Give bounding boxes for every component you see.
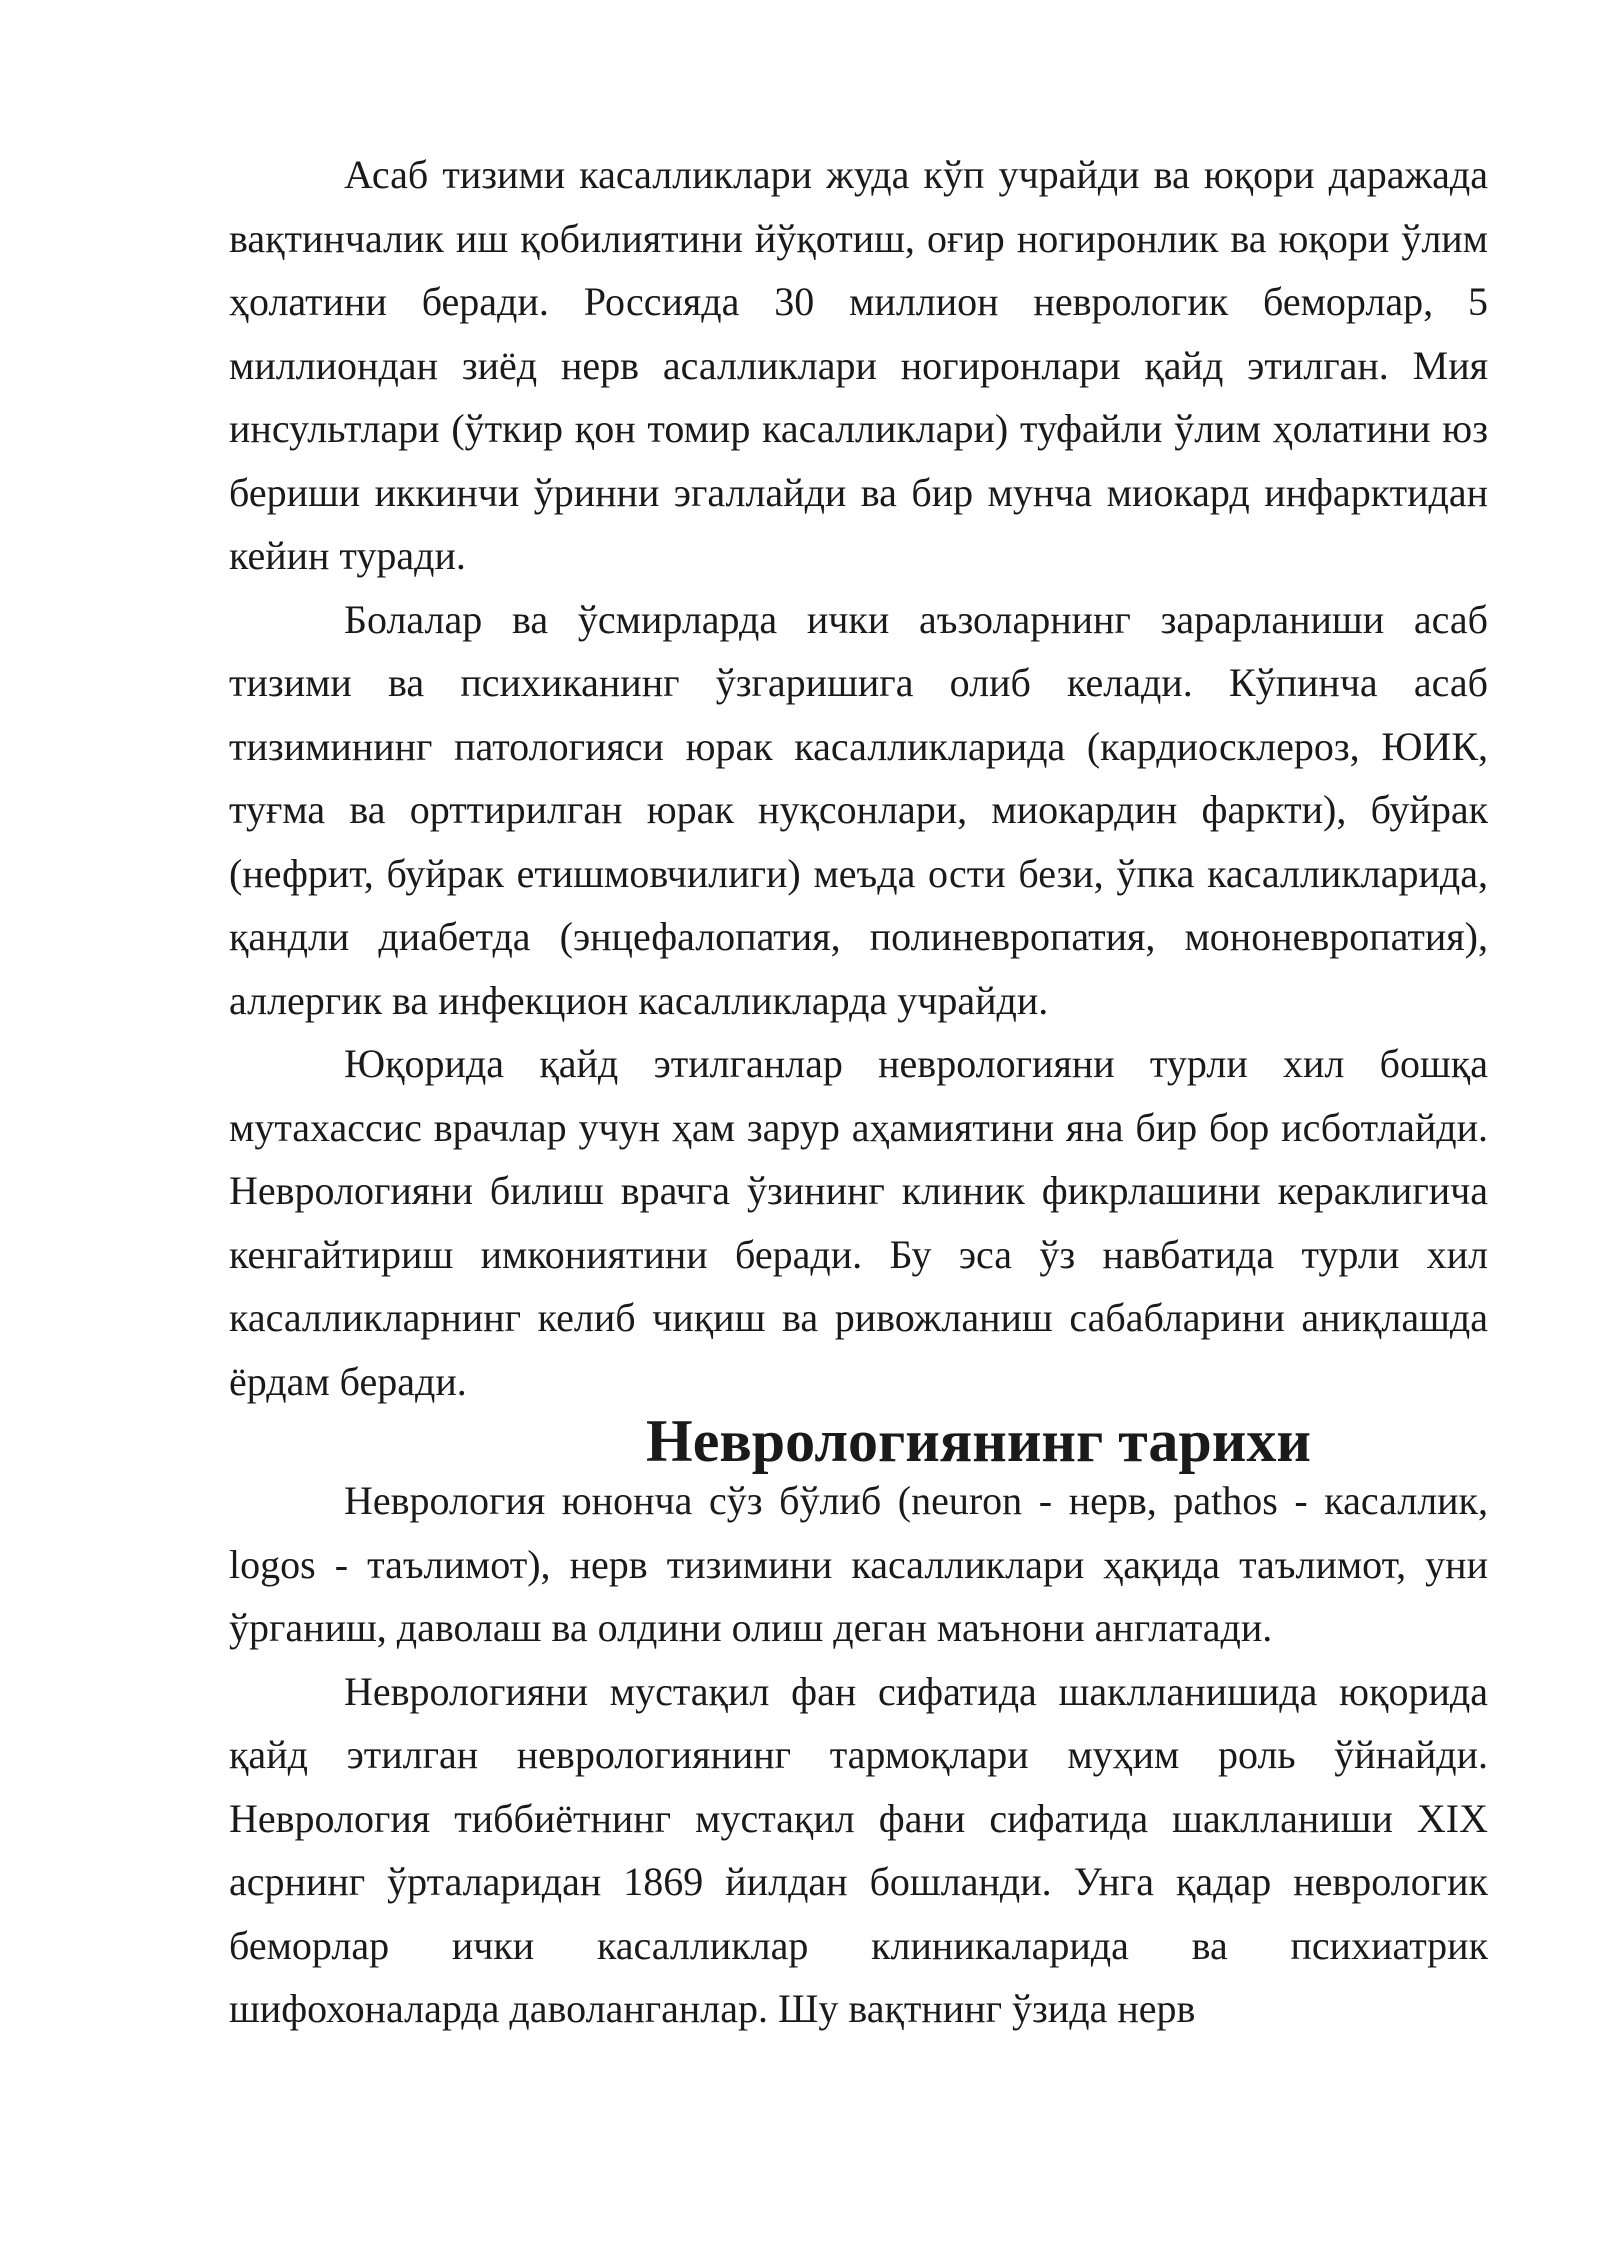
paragraph-neurology-definition: Неврология юнонча сўз бўлиб (neuron - нерв, pathos - касаллик, logos - таълимот), нерв тизимини касалликлари ҳақида таълимот, уни ўрганиш, даволаш ва олдини олиш деган маънони англатади. (229, 1478, 1488, 1650)
document-body (229, 143, 1488, 2041)
paragraph-nervous-diseases: Асаб тизими касалликлари жуда кўп учрайди ва юқори даражада вақтинчалик иш қобилиятини йўқотиш, оғир ногиронлик ва юқори ўлим ҳолатини беради. Россияда 30 миллион неврологик беморлар, 5 миллиондан зиёд нерв асалликлари ногиронлари қайд этилган. Мия инсультлари (ўткир қон томир касалликлари) туфайли ўлим ҳолатини юз бериши иккинчи ўринни эгаллайди ва бир мунча миокард инфарктидан кейин туради. (229, 152, 1488, 578)
paragraph-neurology-formation: Неврологияни мустақил фан сифатида шаклланишида юқорида қайд этилган неврологиянинг тармоқлари муҳим роль ўйнайди. Неврология тиббиётнинг мустақил фани сифатида шаклланиши XIX асрнинг ўрталаридан 1869 йилдан бошланди. Унга қадар неврологик беморлар ички касалликлар клиникаларида ва психиатрик шифохоналарда даволанганлар. Шу вақтнинг ўзида нерв (229, 1668, 1488, 2031)
section-heading-history: Неврологиянинг тарихи (646, 1408, 1311, 1474)
paragraph-children-adolescents: Болалар ва ўсмирларда ички аъзоларнинг зарарланиши асаб тизими ва психиканинг ўзгаришига олиб келади. Кўпинча асаб тизимининг патологияси юрак касалликларида (кардиосклероз, ЮИК, туғма ва орттирилган юрак нуқсонлари, миокардин фаркти), буйрак (нефрит, буйрак етишмовчилиги) меъда ости бези, ўпка касалликларида, қандли диабетда (энцефалопатия, полиневропатия, мононевропатия), аллергик ва инфекцион касалликларда учрайди. (229, 596, 1488, 1023)
paragraph-importance-neurology: Юқорида қайд этилганлар неврологияни турли хил бошқа мутахассис врачлар учун ҳам зарур аҳамиятини яна бир бор исботлайди. Неврологияни билиш врачга ўзининг клиник фикрлашини кераклигича кенгайтириш имкониятини беради. Бу эса ўз навбатида турли хил касалликларнинг келиб чиқиш ва ривожланиш сабабларини аниқлашда ёрдам беради. (229, 1041, 1488, 1404)
